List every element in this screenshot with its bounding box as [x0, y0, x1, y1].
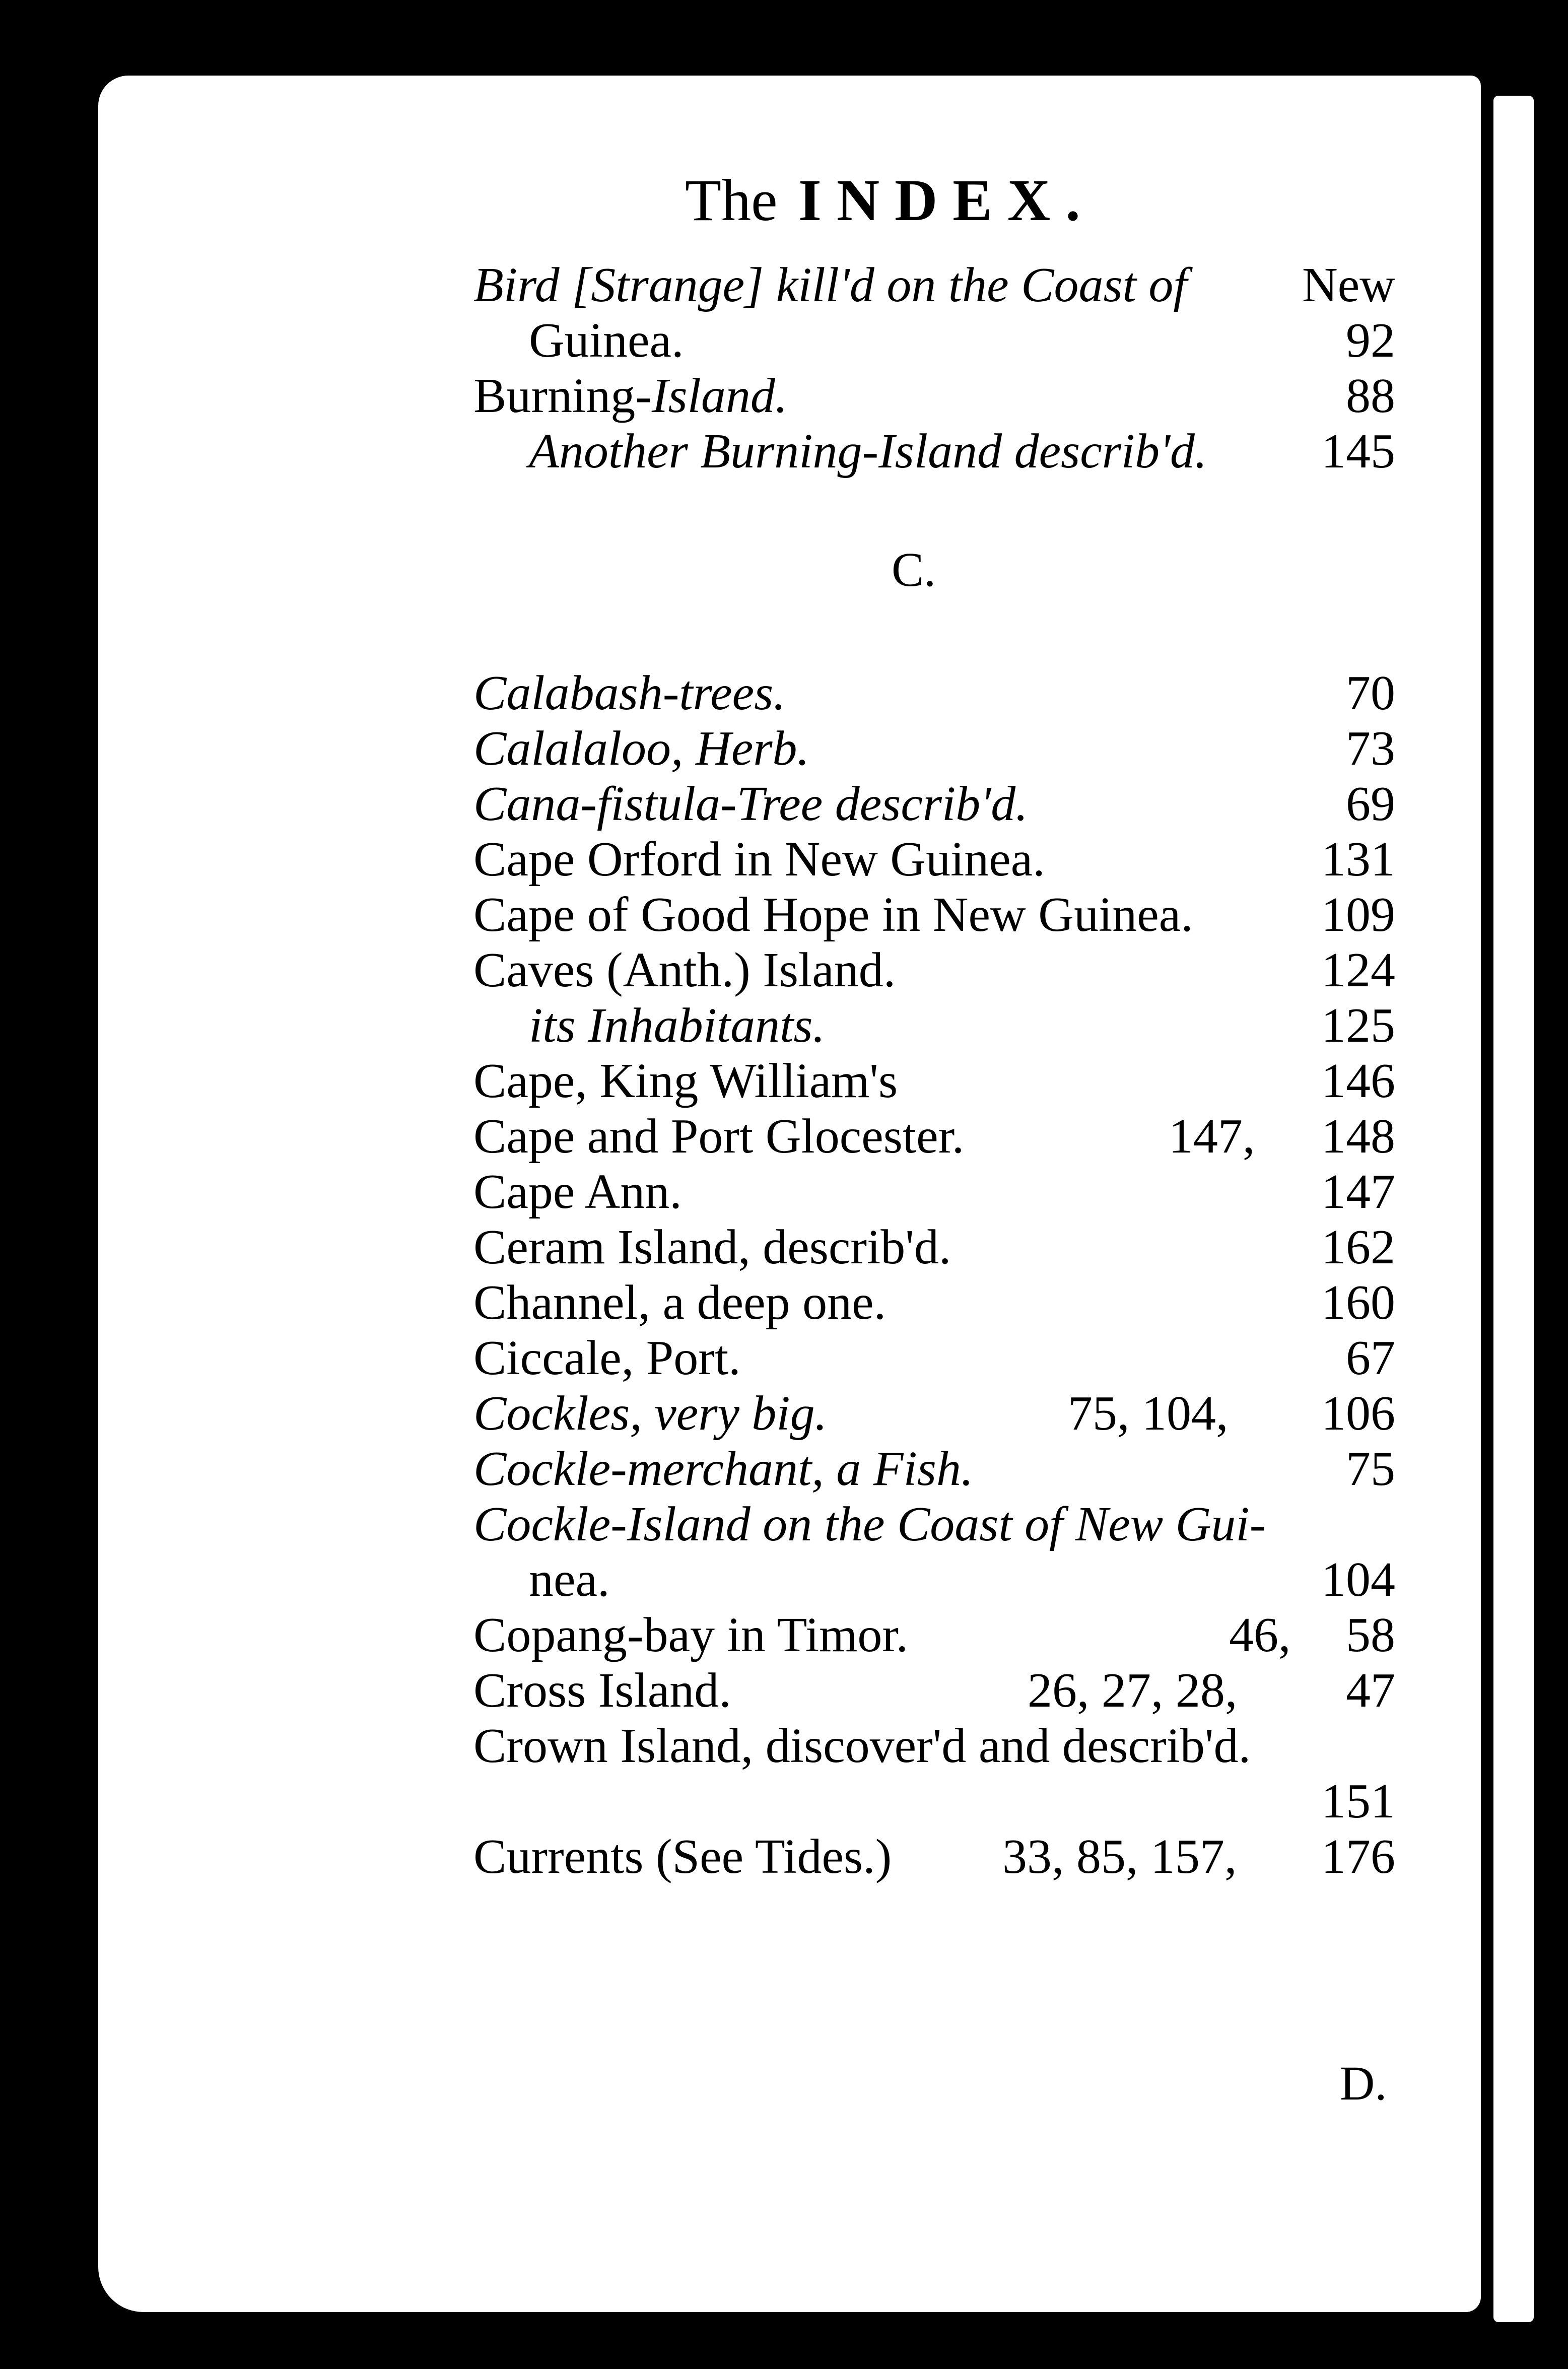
entry-text: Cape and Port Glocester.	[473, 1109, 965, 1164]
index-entry	[473, 257, 1395, 313]
index-entry	[473, 368, 1395, 424]
index-entry	[473, 1330, 1395, 1386]
page-number: 92	[1346, 313, 1395, 368]
page-number: 125	[1321, 998, 1395, 1053]
entry-text: Cockle-Island on the Coast of New Gui-	[473, 1497, 1266, 1551]
index-entry	[473, 887, 1395, 943]
page-number: 70	[1346, 666, 1395, 720]
page-number: 109	[1321, 888, 1395, 942]
index-entry	[473, 1274, 1395, 1331]
entry-text: Cape, King William's	[473, 1054, 898, 1108]
entry-text: Copang-bay in Timor.	[473, 1608, 909, 1662]
page-number: 46,	[1229, 1608, 1291, 1662]
page-number: 147	[1321, 1165, 1395, 1219]
index-entry	[473, 776, 1395, 832]
index-entry	[473, 1108, 1395, 1165]
page-number: 26, 27, 28,	[1028, 1663, 1238, 1718]
index-entry	[473, 312, 1395, 369]
page-number: 88	[1346, 369, 1395, 423]
index-entry	[473, 997, 1395, 1054]
page-number: 104	[1321, 1552, 1395, 1607]
page-number: 160	[1321, 1275, 1395, 1330]
page-number: 124	[1321, 943, 1395, 997]
index-entry	[473, 665, 1395, 721]
page-number: 176	[1321, 1830, 1395, 1884]
entry-text: Cockles, very big.	[473, 1386, 828, 1441]
index-entry	[473, 1385, 1395, 1442]
page-number: 69	[1346, 777, 1395, 831]
entry-text: Crown Island, discover'd and describ'd.	[473, 1719, 1251, 1773]
page-number: 146	[1321, 1054, 1395, 1108]
page-number: 75	[1346, 1442, 1395, 1496]
page-number: 145	[1321, 424, 1395, 479]
entry-text: Currents (See Tides.)	[473, 1830, 892, 1884]
entry-text: Cape of Good Hope in New Guinea.	[473, 888, 1193, 942]
index-entry	[473, 1219, 1395, 1275]
page-number: 58	[1346, 1608, 1395, 1662]
entry-text: Cape Ann.	[473, 1165, 682, 1219]
entry-text: Caves (Anth.) Island.	[473, 943, 896, 997]
page-number: 147,	[1169, 1109, 1255, 1164]
index-entry	[473, 1496, 1395, 1552]
title-word: The	[685, 167, 778, 233]
entry-text: Cockle-merchant, a Fish.	[473, 1442, 974, 1496]
entry-text: Ceram Island, describ'd.	[473, 1220, 951, 1274]
entry-text: Another Burning-Island describ'd.	[529, 424, 1207, 479]
entry-text: Guinea.	[529, 313, 684, 368]
entry-text: Cape Orford in New Guinea.	[473, 832, 1045, 887]
entry-text: its Inhabitants.	[529, 998, 826, 1053]
page-number: 148	[1321, 1109, 1395, 1164]
page-number: 106	[1321, 1386, 1395, 1441]
index-entry	[473, 1607, 1395, 1663]
entry-text: Channel, a deep one.	[473, 1275, 887, 1330]
title-index: INDEX.	[798, 167, 1096, 233]
page-number: 73	[1346, 721, 1395, 776]
entry-text-end: New	[1302, 258, 1395, 312]
index-entry	[473, 1829, 1395, 1885]
entry-text: nea.	[529, 1552, 610, 1607]
entry-text: Calabash-trees.	[473, 666, 786, 720]
index-entry	[473, 720, 1395, 777]
entry-text: Calalaloo, Herb.	[473, 721, 809, 776]
index-entry	[473, 1662, 1395, 1719]
index-entry	[473, 423, 1395, 480]
page-title	[685, 166, 1096, 235]
index-entry	[473, 942, 1395, 998]
index-entry	[473, 1551, 1395, 1608]
page-number: 33, 85, 157,	[1002, 1830, 1237, 1884]
entry-text: Burning-Island.	[473, 369, 788, 423]
index-entry	[473, 1164, 1395, 1220]
page-number: 131	[1321, 832, 1395, 887]
page-number: 67	[1346, 1331, 1395, 1385]
page-number: 162	[1321, 1220, 1395, 1274]
index-entry	[473, 1441, 1395, 1497]
index-entry	[473, 831, 1395, 888]
entry-text: Cana-fistula-Tree describ'd.	[473, 777, 1028, 831]
index-entry	[473, 1773, 1395, 1830]
entry-text: Ciccale, Port.	[473, 1331, 741, 1385]
next-page-edge	[1493, 96, 1534, 2322]
index-entry	[473, 1718, 1395, 1774]
index-entry	[473, 1053, 1395, 1109]
catchword: D.	[1340, 2056, 1387, 2110]
entry-text: Bird [Strange] kill'd on the Coast of	[473, 258, 1187, 312]
entry-text: Cross Island.	[473, 1663, 731, 1718]
page-number: 75, 104,	[1068, 1386, 1229, 1441]
page-number: 151	[1321, 1774, 1395, 1829]
section-letter: C.	[892, 543, 936, 596]
page-number: 47	[1346, 1663, 1395, 1718]
